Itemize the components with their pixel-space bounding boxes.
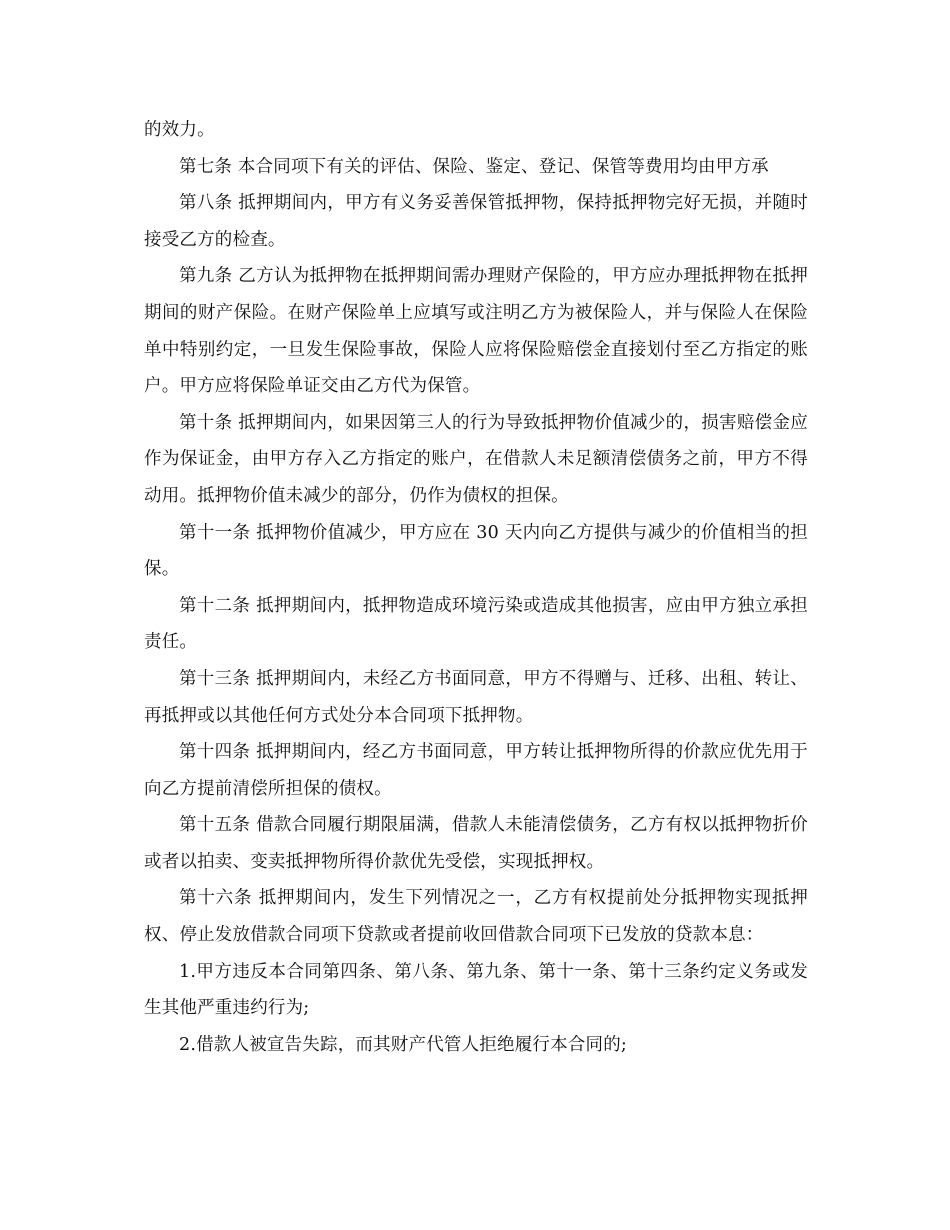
paragraph-article-8: 第八条 抵押期间内，甲方有义务妥善保管抵押物，保持抵押物完好无损，并随时接受乙方的检查。	[144, 193, 808, 250]
paragraph-article-15: 第十五条 借款合同履行期限届满，借款人未能清偿债务，乙方有权以抵押物折价或者以拍卖、变卖抵押物所得价款优先受偿，实现抵押权。	[144, 815, 808, 872]
paragraph-article-12: 第十二条 抵押期间内，抵押物造成环境污染或造成其他损害，应由甲方独立承担责任。	[144, 595, 808, 653]
paragraph-article-11: 第十一条 抵押物价值减少，甲方应在 30 天内向乙方提供与减少的价值相当的担保。	[144, 522, 808, 580]
paragraph-item-1: 1.甲方违反本合同第四条、第八条、第九条、第十一条、第十三条约定义务或发生其他严重违约行为;	[144, 961, 808, 1019]
paragraph-article-9: 第九条 乙方认为抵押物在抵押期间需办理财产保险的，甲方应办理抵押物在抵押期间的财产保险。在财产保险单上应填写或注明乙方为被保险人，并与保险人在保险单中特别约定，一旦发生保险事故，保险人应将保险赔偿金直接划付至乙方指定的账户。甲方应将保险单证交由乙方代为保管。	[144, 266, 808, 397]
contract-body	[144, 112, 808, 1063]
paragraph-article-16: 第十六条 抵押期间内，发生下列情况之一，乙方有权提前处分抵押物实现抵押权、停止发放借款合同项下贷款或者提前收回借款合同项下已发放的贷款本息：	[144, 888, 808, 946]
paragraph-article-13: 第十三条 抵押期间内，未经乙方书面同意，甲方不得赠与、迁移、出租、转让、再抵押或以其他任何方式处分本合同项下抵押物。	[144, 668, 808, 726]
paragraph-article-14: 第十四条 抵押期间内，经乙方书面同意，甲方转让抵押物所得的价款应优先用于向乙方提前清偿所担保的债权。	[144, 742, 808, 799]
paragraph-article-7: 第七条 本合同项下有关的评估、保险、鉴定、登记、保管等费用均由甲方承	[179, 156, 769, 177]
paragraph-article-10: 第十条 抵押期间内，如果因第三人的行为导致抵押物价值减少的，损害赔偿金应作为保证金，由甲方存入乙方指定的账户，在借款人未足额清偿债务之前，甲方不得动用。抵押物价值未减少的部分，仍作为债权的担保。	[144, 412, 808, 506]
paragraph-item-2: 2.借款人被宣告失踪，而其财产代管人拒绝履行本合同的;	[179, 1034, 627, 1055]
paragraph-continuation: 的效力。	[144, 120, 215, 140]
